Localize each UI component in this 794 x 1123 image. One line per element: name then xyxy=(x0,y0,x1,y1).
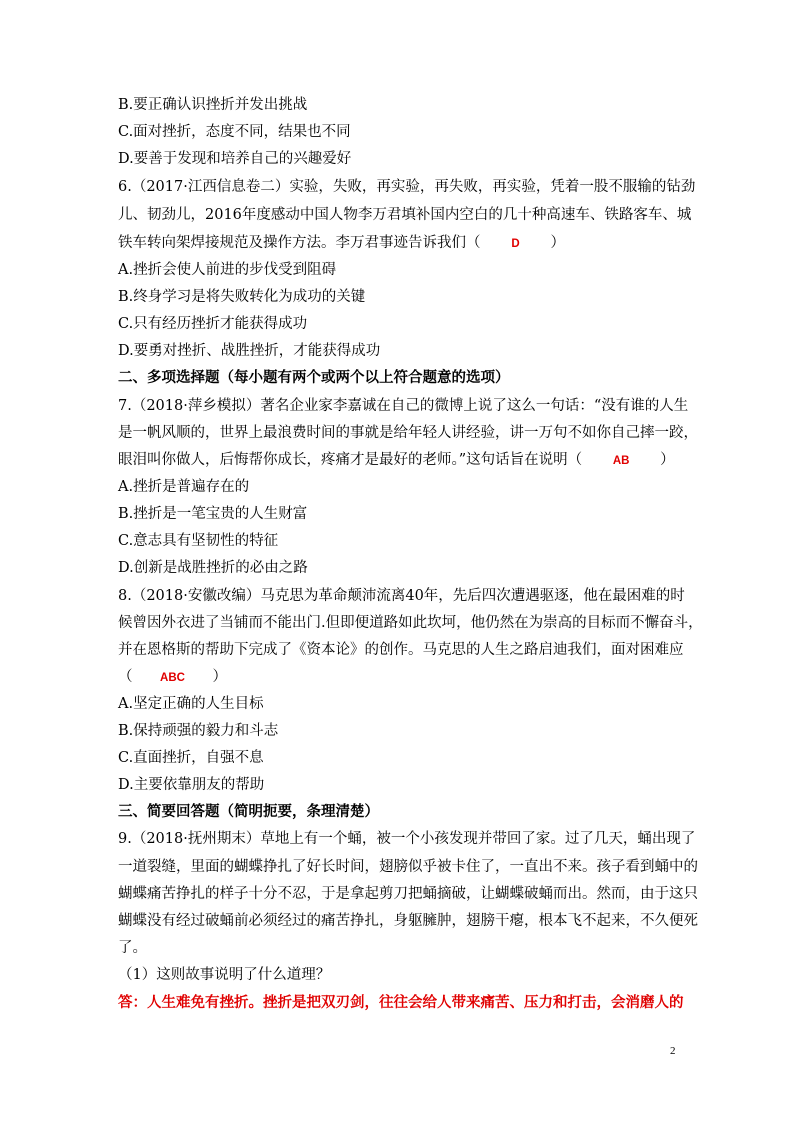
question-9-line-5: 了。 xyxy=(118,940,147,956)
question-7-line-1: 7.（2018·萍乡模拟）著名企业家李嘉诚在自己的微博上说了这么一句话：“没有谁的人生 xyxy=(118,398,689,414)
question-7-tail: 眼泪叫你做人，后悔帮你成长，疼痛才是最好的老师。”这句话旨在说明（ xyxy=(118,452,583,468)
option-8c: C.直面挫折，自强不息 xyxy=(118,750,264,766)
option-7c: C.意志具有坚韧性的特征 xyxy=(118,533,279,549)
question-9-subquestion-1: （1）这则故事说明了什么道理？ xyxy=(118,967,331,983)
question-6-line-1: 6.（2017·江西信息卷二）实验，失败，再实验，再失败，再实验，凭着一股不服输的钻劲 xyxy=(118,179,696,195)
option-6c: C.面对挫折，态度不同，结果也不同 xyxy=(118,124,351,140)
question-6-tail: 铁车转向架焊接规范及操作方法。李万君事迹告诉我们（ xyxy=(118,235,481,251)
option-7b: B.挫折是一笔宝贵的人生财富 xyxy=(118,506,308,522)
option-6b: B.要正确认识挫折并发出挑战 xyxy=(118,97,308,113)
question-9-line-2: 一道裂缝，里面的蝴蝶挣扎了好长时间，翅膀似乎被卡住了，一直出不来。孩子看到蛹中的 xyxy=(118,859,698,875)
question-9-line-3: 蝴蝶痛苦挣扎的样子十分不忍，于是拿起剪刀把蛹摘破，让蝴蝶破蛹而出。然而，由于这只 xyxy=(118,886,698,902)
question-9-line-4: 蝴蝶没有经过破蛹前必须经过的痛苦挣扎，身躯臃肿，翅膀干瘪，根本飞不起来，不久便死 xyxy=(118,913,698,929)
option-6d-2: D.要勇对挫折、战胜挫折，才能获得成功 xyxy=(118,343,381,359)
answer-8: ABC xyxy=(160,672,185,684)
paren-close: ） xyxy=(550,235,565,251)
option-8d: D.主要依靠朋友的帮助 xyxy=(118,777,265,793)
option-6b-2: B.终身学习是将失败转化为成功的关键 xyxy=(118,289,366,305)
question-7-line-2: 是一帆风顺的，世界上最浪费时间的事就是给年轻人讲经验，讲一万句不如你自己摔一跤， xyxy=(118,425,698,441)
option-7a: A.挫折是普遍存在的 xyxy=(118,479,250,495)
question-8-line-1: 8.（2018·安徽改编）马克思为革命颠沛流离40年，先后四次遭遇驱逐，他在最困难的时 xyxy=(118,588,685,604)
option-8a: A.坚定正确的人生目标 xyxy=(118,696,264,712)
paren-close: ） xyxy=(212,669,227,685)
question-8-answer-line xyxy=(118,667,227,688)
paren-open: （ xyxy=(118,669,133,685)
question-8-line-3: 并在恩格斯的帮助下完成了《资本论》的创作。马克思的人生之路启迪我们，面对困难应 xyxy=(118,642,684,658)
question-6-line-3 xyxy=(118,233,565,254)
option-7d: D.创新是战胜挫折的必由之路 xyxy=(118,560,308,576)
section-2-heading: 二、多项选择题（每小题有两个或两个以上符合题意的选项） xyxy=(118,370,510,386)
question-8-line-2: 候曾因外衣进了当铺而不能出门.但即便道路如此坎坷，他仍然在为崇高的目标而不懈奋斗， xyxy=(118,615,703,631)
answer-7: AB xyxy=(612,455,630,467)
page-number: 2 xyxy=(670,1045,676,1057)
option-6a-2: A.挫折会使人前进的步伐受到阻碍 xyxy=(118,262,337,278)
question-6-line-2: 儿、韧劲儿，2016年度感动中国人物李万君填补国内空白的几十种高速车、铁路客车、城 xyxy=(118,207,692,223)
question-7-line-3 xyxy=(118,450,675,471)
answer-9-1: 答：人生难免有挫折。挫折是把双刃剑，往往会给人带来痛苦、压力和打击，会消磨人的 xyxy=(118,994,684,1011)
question-9-line-1: 9.（2018·抚州期末）草地上有一个蛹，被一个小孩发现并带回了家。过了几天，蛹出现了 xyxy=(118,831,696,847)
section-3-heading: 三、简要回答题（简明扼要，条理清楚） xyxy=(118,804,379,820)
option-6c-2: C.只有经历挫折才能获得成功 xyxy=(118,316,308,332)
option-6d: D.要善于发现和培养自己的兴趣爱好 xyxy=(118,151,352,167)
paren-close: ） xyxy=(660,452,675,468)
answer-6: D xyxy=(511,238,520,250)
option-8b: B.保持顽强的毅力和斗志 xyxy=(118,723,279,739)
